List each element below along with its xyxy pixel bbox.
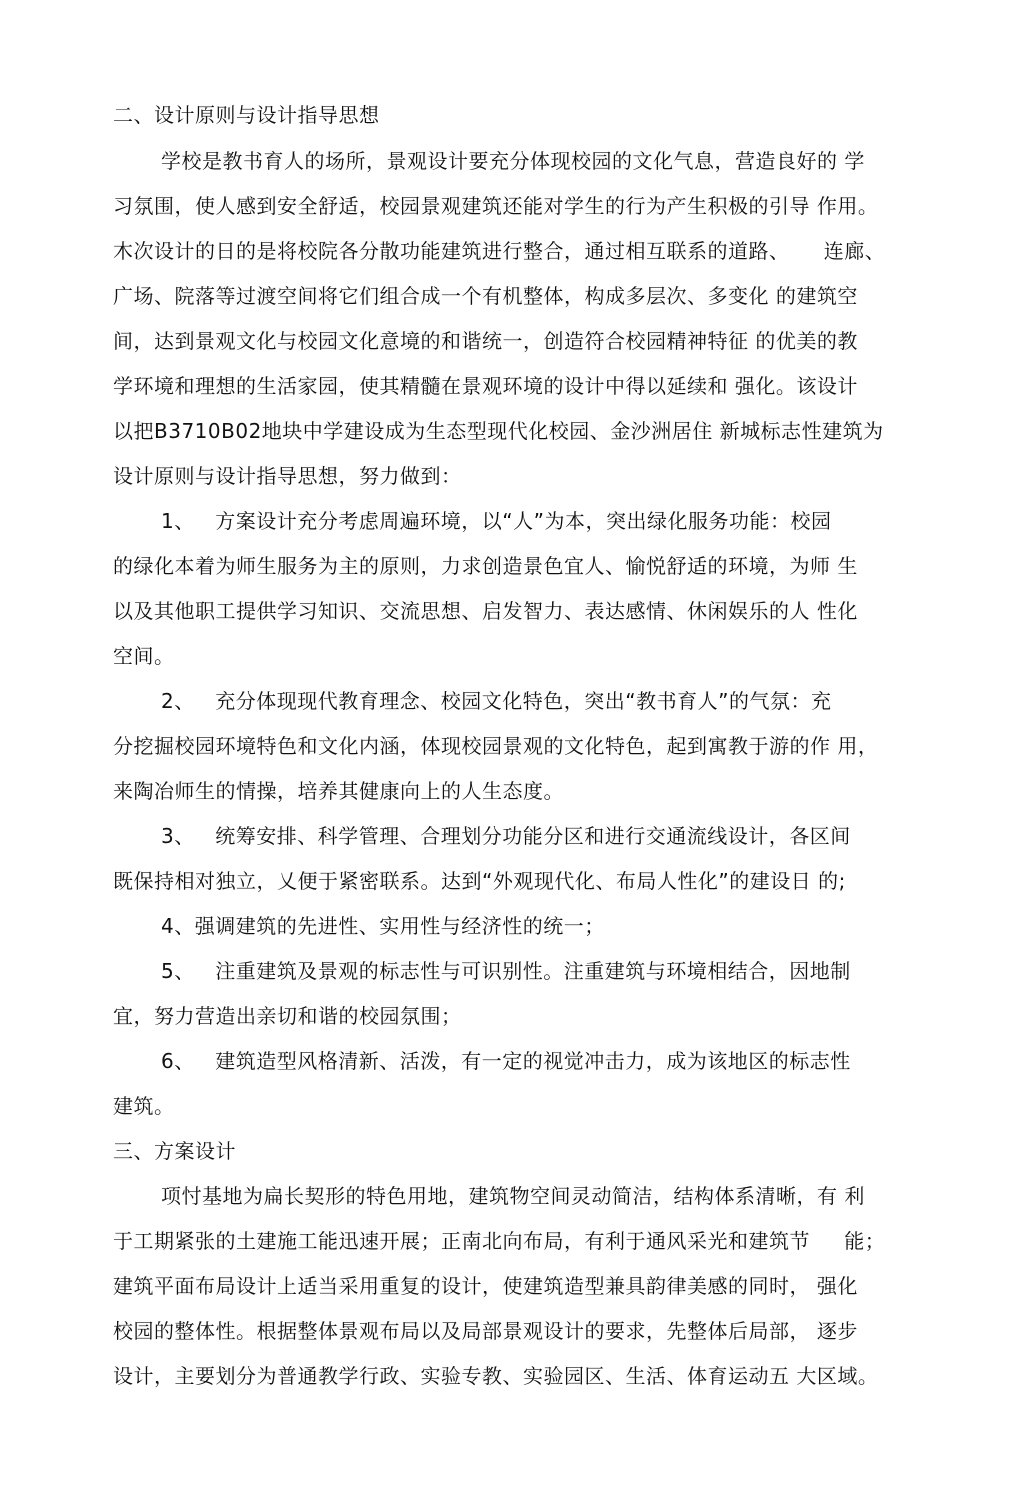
list-item-4: 4、强调建筑的先进性、实用性与经济性的统一； <box>161 914 605 938</box>
paragraph-line: 设计，主要划分为普通教学行政、实验专教、实验园区、生活、体育运动五 大区域。 <box>113 1364 879 1388</box>
paragraph-line: 设计原则与设计指导思想，努力做到： <box>113 464 462 488</box>
list-item-2: 2、 充分体现现代教育理念、校园文化特色，突出“教书育人”的气氛：充 <box>161 689 832 713</box>
list-item-6: 6、 建筑造型风格清新、活泼，有一定的视觉冲击力，成为该地区的标志性 <box>161 1049 851 1073</box>
section-heading-3: 三、方案设计 <box>113 1139 236 1163</box>
paragraph-line: 间，达到景观文化与校园文化意境的和谐统一，创造符合校园精神特征 的优美的教 <box>113 329 858 353</box>
paragraph-line: 学环境和理想的生活家园，使其精髓在景观环境的设计中得以延续和 强化。该设计 <box>113 374 858 398</box>
paragraph-line: 分挖掘校园环境特色和文化内涵，体现校园景观的文化特色，起到寓教于游的作 用， <box>113 734 879 758</box>
list-item-3: 3、 统筹安排、科学管理、合理划分功能分区和进行交通流线设计，各区间 <box>161 824 851 848</box>
list-item-5: 5、 注重建筑及景观的标志性与可识别性。注重建筑与环境相结合，因地制 <box>161 959 851 983</box>
paragraph-line: 木次设计的日的是将校院各分散功能建筑进行整合，通过相互联系的道路、 连廊、 <box>113 239 886 263</box>
paragraph-line: 广场、院落等过渡空间将它们组合成一个有机整体，构成多层次、多变化 的建筑空 <box>113 284 858 308</box>
section-heading-2: 二、设计原则与设计指导思想 <box>113 103 380 127</box>
paragraph-line: 校园的整体性。根据整体景观布局以及局部景观设计的要求，先整体后局部， 逐步 <box>113 1319 858 1343</box>
paragraph-line: 建筑。 <box>113 1094 175 1118</box>
paragraph-line: 项忖基地为扁长契形的特色用地，建筑物空间灵动简洁，结构体系清晰，有 利 <box>161 1184 865 1208</box>
paragraph-line: 既保持相对独立，乂便于紧密联系。达到“外观现代化、布局人性化”的建设日 的; <box>113 869 846 893</box>
paragraph-line: 于工期紧张的土建施工能迅速开展；正南北向布局，有利于通风采光和建筑节 能； <box>113 1229 886 1253</box>
paragraph-line: 来陶冶师生的情操，培养其健康向上的人生态度。 <box>113 779 564 803</box>
paragraph-line: 学校是教书育人的场所，景观设计要充分体现校园的文化气息，营造良好的 学 <box>161 149 865 173</box>
paragraph-line: 宜，努力营造出亲切和谐的校园氛围； <box>113 1004 462 1028</box>
paragraph-line: 以及其他职工提供学习知识、交流思想、启发智力、表达感情、休闲娱乐的人 性化 <box>113 599 858 623</box>
paragraph-line: 的绿化本着为师生服务为主的原则，力求创造景色宜人、愉悦舒适的环境，为师 生 <box>113 554 858 578</box>
paragraph-line: 建筑平面布局设计上适当采用重复的设计，使建筑造型兼具韵律美感的同时， 强化 <box>113 1274 858 1298</box>
paragraph-line: 习氛围，使人感到安全舒适，校园景观建筑还能对学生的行为产生积极的引导 作用。 <box>113 194 879 218</box>
paragraph-line: 以把B3710B02地块中学建设成为生态型现代化校园、金沙洲居住 新城标志性建筑为 <box>113 419 884 443</box>
paragraph-line: 空间。 <box>113 644 175 668</box>
list-item-1: 1、 方案设计充分考虑周遍环境，以“人”为本，突出绿化服务功能：校园 <box>161 509 832 533</box>
